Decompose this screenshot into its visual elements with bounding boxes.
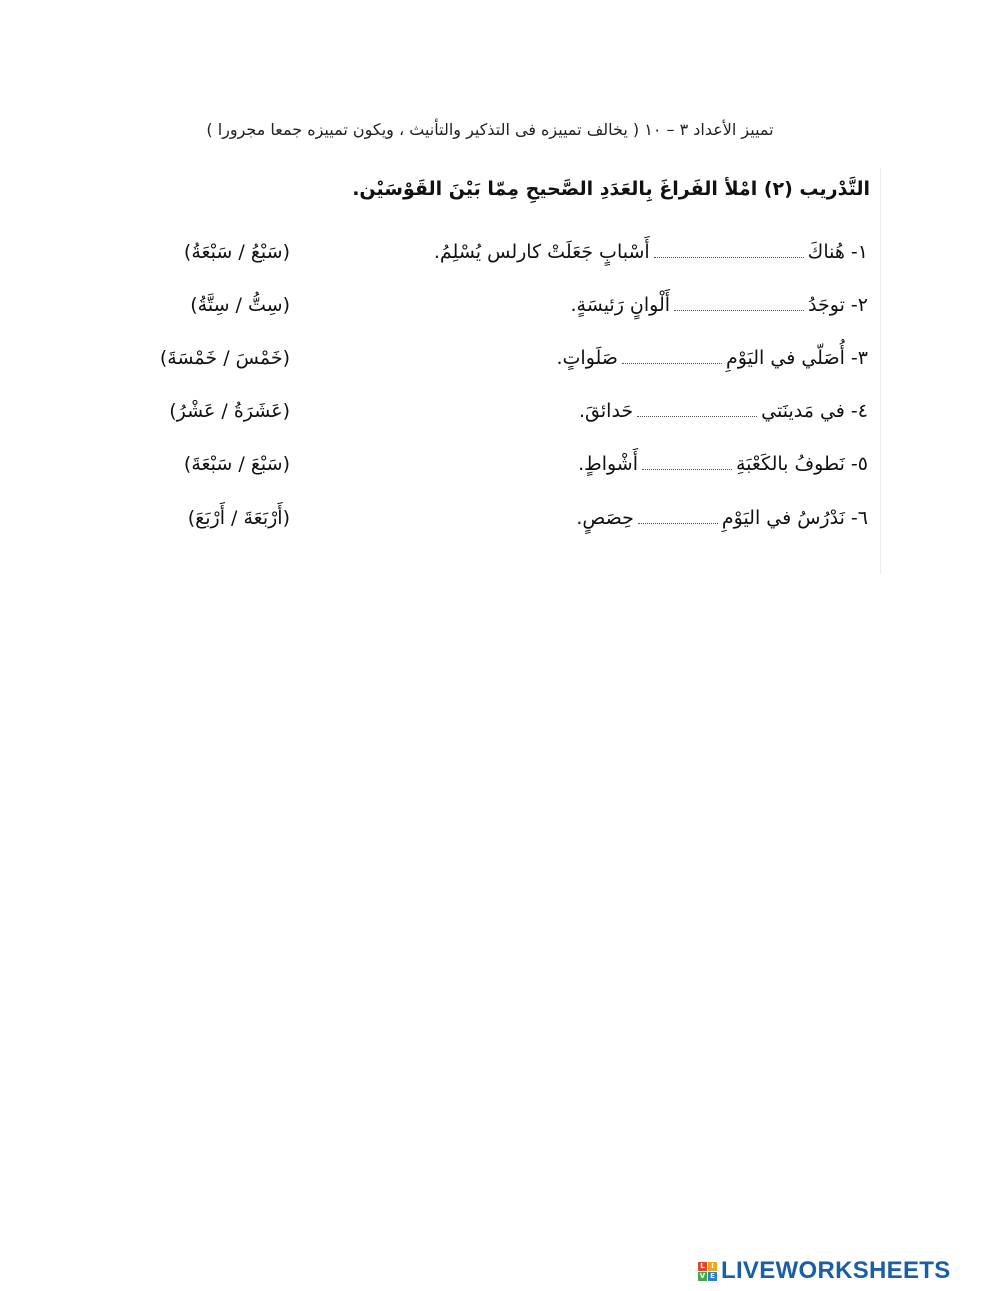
answer-options: (عَشَرَةُ / عَشْرُ) bbox=[169, 400, 290, 422]
question-number: ٣- bbox=[850, 347, 868, 369]
answer-blank[interactable] bbox=[622, 343, 722, 364]
question-number: ٢- bbox=[850, 294, 868, 316]
question-number: ٦- bbox=[850, 507, 868, 529]
answer-options: (سَبْعَ / سَبْعَةَ) bbox=[183, 453, 290, 475]
question-suffix-text: صَلَواتٍ. bbox=[556, 347, 618, 369]
question-row bbox=[0, 290, 880, 330]
exercise-title: التَّدْريب (٢) امْلأ الفَراغَ بِالعَدَدِ الصَّحيحِ مِمّا بَيْنَ القَوْسَيْن. bbox=[352, 178, 870, 200]
answer-blank[interactable] bbox=[637, 396, 757, 417]
logo-badge-letter: E bbox=[708, 1272, 717, 1281]
question-sentence bbox=[434, 237, 868, 267]
question-suffix-text: أَشْواطٍ. bbox=[578, 453, 638, 475]
question-row bbox=[0, 449, 880, 489]
question-number: ١- bbox=[850, 241, 868, 263]
question-row bbox=[0, 503, 880, 543]
question-prefix-text: أُصَلّي في اليَوْمِ bbox=[725, 347, 845, 369]
question-suffix-text: أَسْبابٍ جَعَلَتْ كارلس يُسْلِمُ. bbox=[433, 241, 650, 263]
answer-options: (أَرْبَعَةَ / أَرْبَعَ) bbox=[187, 507, 290, 529]
question-row bbox=[0, 396, 880, 436]
question-suffix-text: حِصَصٍ. bbox=[576, 507, 634, 529]
question-number: ٤- bbox=[850, 400, 868, 422]
answer-blank[interactable] bbox=[638, 503, 718, 524]
answer-blank[interactable] bbox=[674, 290, 804, 311]
logo-badge-letter: I bbox=[708, 1262, 717, 1271]
question-suffix-text: حَدائقَ. bbox=[579, 400, 634, 422]
question-number: ٥- bbox=[850, 453, 868, 475]
question-sentence bbox=[571, 290, 868, 320]
question-sentence bbox=[578, 449, 868, 479]
logo-text: LIVEWORKSHEETS bbox=[721, 1257, 951, 1284]
question-prefix-text: في مَدينَتي bbox=[761, 400, 845, 422]
answer-options: (سَبْعُ / سَبْعَةُ) bbox=[183, 241, 290, 263]
answer-blank[interactable] bbox=[642, 449, 732, 470]
logo-badge-letter: V bbox=[699, 1271, 706, 1280]
question-row bbox=[0, 237, 880, 277]
worksheet-header: تمييز الأعداد ٣ – ١٠ ( يخالف تمييزه فى التذكير والتأنيث ، ويكون تمييزه جمعا مجرورا ) bbox=[206, 120, 774, 139]
liveworksheets-logo bbox=[698, 1255, 998, 1287]
question-prefix-text: نَدْرُسُ في اليَوْمِ bbox=[721, 507, 845, 529]
question-sentence bbox=[579, 396, 868, 426]
answer-blank[interactable] bbox=[654, 237, 804, 258]
question-suffix-text: أَلْوانٍ رَئيسَةٍ. bbox=[570, 294, 671, 316]
question-row bbox=[0, 343, 880, 383]
question-sentence bbox=[576, 503, 868, 533]
question-prefix-text: نَطوفُ بالكَعْبَةِ bbox=[736, 453, 845, 475]
answer-options: (خَمْسَ / خَمْسَةَ) bbox=[159, 347, 290, 369]
question-prefix-text: توجَدُ bbox=[808, 294, 845, 316]
logo-badge-letter: L bbox=[698, 1262, 707, 1271]
question-prefix-text: هُناكَ bbox=[807, 241, 845, 263]
answer-options: (سِتُّ / سِتَّةُ) bbox=[190, 294, 290, 316]
logo-badge-icon bbox=[698, 1262, 717, 1281]
question-sentence bbox=[557, 343, 869, 373]
